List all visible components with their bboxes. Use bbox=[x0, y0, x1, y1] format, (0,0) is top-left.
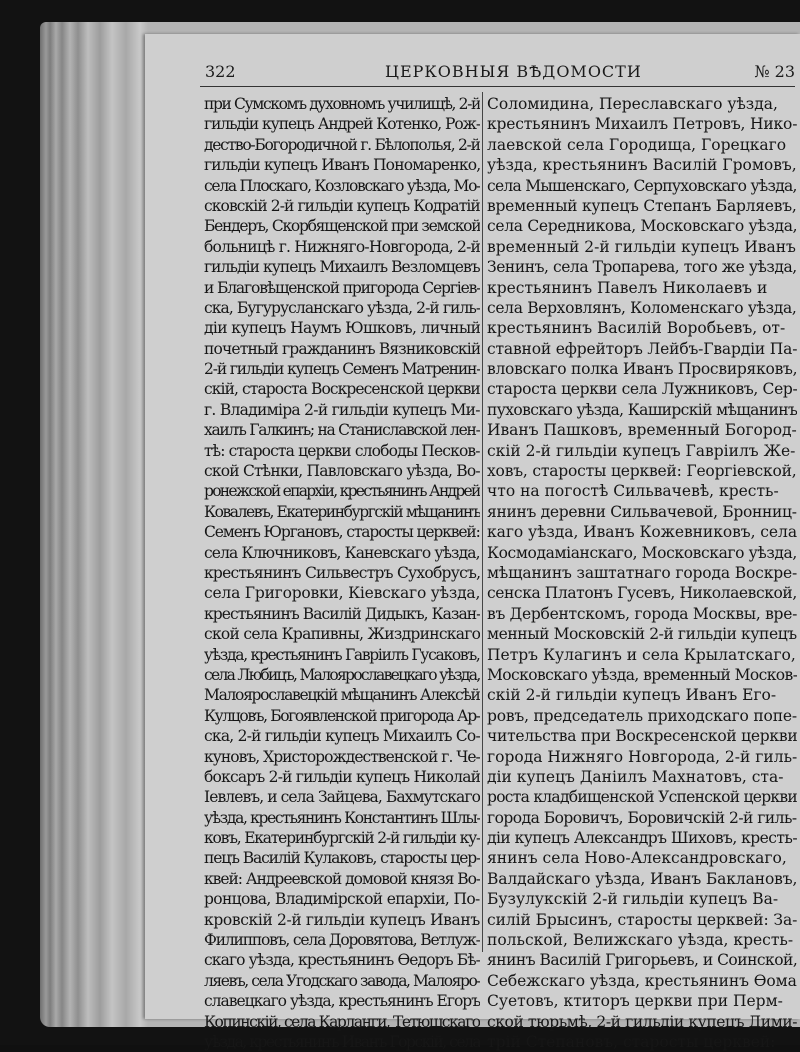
text-line: 2-й гильдіи купецъ Семенъ Матренин- bbox=[204, 360, 480, 379]
text-line: куновъ, Христорождественской г. Че- bbox=[204, 747, 480, 766]
text-line: гильдіи купецъ Андрей Котенко, Рож- bbox=[204, 115, 480, 134]
text-line: Малоярославецкій мѣщанинъ Алексѣй bbox=[204, 686, 480, 705]
text-line: Соломидина, Переславскаго уѣзда, bbox=[487, 95, 778, 113]
header-rule bbox=[200, 86, 795, 87]
text-line: скій 2-й гильдіи купецъ Гавріилъ Же- bbox=[487, 441, 796, 460]
text-line: Ковалевъ, Екатеринбургскій мѣщанинъ bbox=[204, 502, 480, 521]
text-line: славецкаго уѣзда, крестьянинъ Егоръ bbox=[204, 992, 480, 1011]
text-line: крестьянинъ Михаилъ Петровъ, Нико- bbox=[487, 115, 797, 134]
text-line: квей: Андреевской домовой князя Во- bbox=[204, 869, 480, 888]
page-number: 322 bbox=[205, 62, 236, 81]
text-line: сенска Платонъ Гусевъ, Николаевской, bbox=[487, 584, 797, 603]
text-line: больницѣ г. Нижняго-Новгорода, 2-й bbox=[204, 237, 480, 256]
text-line: почетный гражданинъ Вязниковскій bbox=[204, 339, 480, 358]
text-line: скій, староста Воскресенской церкви bbox=[204, 380, 480, 399]
text-line: менный Московскій 2-й гильдіи купецъ bbox=[487, 625, 797, 644]
text-line: боксаръ 2-й гильдіи купецъ Николай bbox=[204, 767, 480, 786]
text-line: ской Стѣнки, Павловскаго уѣзда, Во- bbox=[204, 462, 480, 481]
text-line: Копинскій, села Карланги, Тетюшскаго bbox=[204, 1012, 480, 1031]
text-line: ховъ, старосты церквей: Георгіевской, bbox=[487, 462, 797, 481]
text-line: ска, 2-й гильдіи купецъ Михаилъ Со- bbox=[204, 727, 480, 746]
text-line: янинъ села Ново-Александровскаго, bbox=[487, 849, 787, 868]
text-line: каго уѣзда, Иванъ Кожевниковъ, села bbox=[487, 523, 797, 542]
text-line: Семенъ Юргановъ, старосты церквей: bbox=[204, 523, 480, 542]
text-line: трій Степановъ, старосты церквей: bbox=[487, 1032, 776, 1051]
text-line: Филипповъ, села Доровятова, Ветлуж- bbox=[204, 931, 480, 950]
right-text-column bbox=[487, 94, 797, 1052]
text-line: мѣщанинъ заштатнаго города Воскре- bbox=[487, 563, 797, 582]
text-line: лаевской села Городища, Горецкаго bbox=[487, 135, 787, 154]
text-line: діи купецъ Наумъ Юшковъ, личный bbox=[204, 319, 480, 338]
text-line: Космодаміанскаго, Московскаго уѣзда, bbox=[487, 543, 797, 562]
text-line: Кулцовъ, Богоявленской пригорода Ар- bbox=[204, 706, 480, 725]
text-line: тѣ: староста церкви слободы Песков- bbox=[204, 441, 480, 460]
text-line: гильдіи купецъ Михаилъ Везломцевъ bbox=[204, 258, 480, 277]
column-divider bbox=[482, 92, 483, 952]
text-line: янинъ деревни Сильвачевой, Бронниц- bbox=[487, 502, 797, 521]
text-line: чительства при Воскресенской церкви bbox=[487, 727, 797, 746]
text-line: уѣзда, крестьянинъ Иванъ Горскій, села bbox=[204, 1032, 480, 1051]
text-line: крестьянинъ Павелъ Николаевъ и bbox=[487, 278, 768, 297]
running-title: ЦЕРКОВНЫЯ ВѢДОМОСТИ bbox=[385, 62, 642, 81]
text-line: Суетовъ, ктиторъ церкви при Перм- bbox=[487, 992, 783, 1011]
text-line: села Григоровки, Кіевскаго уѣзда, bbox=[204, 584, 480, 603]
text-line: пецъ Василій Кулаковъ, старосты цер- bbox=[204, 849, 480, 868]
text-line: города Боровичъ, Боровичскій 2-й гиль- bbox=[487, 808, 797, 827]
text-line: села Верховлянъ, Коломенскаго уѣзда, bbox=[487, 298, 797, 317]
text-line: г. Владиміра 2-й гильдіи купецъ Ми- bbox=[204, 400, 480, 419]
text-line: временный купецъ Степанъ Барляевъ, bbox=[487, 196, 797, 215]
issue-number: № 23 bbox=[754, 62, 795, 81]
text-line: и Благовѣщенской пригорода Сергіев- bbox=[204, 278, 480, 297]
text-line: силій Брысинъ, старосты церквей: За- bbox=[487, 910, 797, 929]
page-header bbox=[205, 58, 795, 84]
text-line: села Любицъ, Малоярославецкаго уѣзда, bbox=[204, 665, 480, 684]
text-line: польской, Велижскаго уѣзда, кресть- bbox=[487, 931, 794, 950]
text-line: города Нижняго Новгорода, 2-й гиль- bbox=[487, 747, 797, 766]
text-line: при Сумскомъ духовномъ училищѣ, 2-й bbox=[204, 95, 480, 113]
text-line: села Мышенскаго, Серпуховскаго уѣзда, bbox=[487, 176, 797, 195]
text-line: ляевъ, села Угодскаго завода, Малояро- bbox=[204, 971, 480, 990]
text-line: крестьянинъ Сильвестръ Сухобрусъ, bbox=[204, 563, 480, 582]
text-line: села Плоскаго, Козловскаго уѣзда, Мо- bbox=[204, 176, 480, 195]
text-line: ской тюрьмѣ, 2-й гильдіи купецъ Дими- bbox=[487, 1012, 797, 1031]
text-line: временный 2-й гильдіи купецъ Иванъ bbox=[487, 237, 796, 256]
text-line: ска, Бугурусланскаго уѣзда, 2-й гиль- bbox=[204, 298, 480, 317]
text-line: Московскаго уѣзда, временный Москов- bbox=[487, 665, 797, 684]
text-line: сковскій 2-й гильдіи купецъ Кодратій bbox=[204, 196, 480, 215]
text-line: что на погостѣ Сильвачевѣ, кресть- bbox=[487, 482, 779, 501]
text-line: Бузулукскій 2-й гильдіи купецъ Ва- bbox=[487, 890, 779, 909]
text-line: Себежскаго уѣзда, крестьянинъ Ѳома bbox=[487, 971, 797, 990]
text-line: Бендеръ, Скорбященской при земской bbox=[204, 217, 480, 236]
text-line: Іевлевъ, и села Зайцева, Бахмутскаго bbox=[204, 788, 480, 807]
text-line: ронежской епархіи, крестьянинъ Андрей bbox=[204, 482, 480, 501]
text-line: янинъ Василій Григорьевъ, и Соинской, bbox=[487, 951, 797, 970]
text-line: кровскій 2-й гильдіи купецъ Иванъ bbox=[204, 910, 480, 929]
text-line: ронцова, Владимірской епархіи, По- bbox=[204, 890, 480, 909]
text-line: хаилъ Галкинъ; на Станиславской лен- bbox=[204, 421, 480, 440]
text-line: крестьянинъ Василій Воробьевъ, от- bbox=[487, 319, 786, 338]
text-line: роста кладбищенской Успенской церкви bbox=[487, 788, 797, 807]
text-line: діи купецъ Даніилъ Махнатовъ, ста- bbox=[487, 767, 784, 786]
text-line: гильдіи купецъ Иванъ Пономаренко, bbox=[204, 156, 480, 175]
text-line: ской села Крапивны, Жиздринскаго bbox=[204, 625, 480, 644]
text-line: уѣзда, крестьянинъ Константинъ Шлы- bbox=[204, 808, 480, 827]
text-line: пуховскаго уѣзда, Каширскій мѣщанинъ bbox=[487, 400, 797, 419]
text-line: скаго уѣзда, крестьянинъ Ѳедоръ Бѣ- bbox=[204, 951, 480, 970]
text-line: Петръ Кулагинъ и села Крылатскаго, bbox=[487, 645, 796, 664]
text-line: уѣзда, крестьянинъ Василій Громовъ, bbox=[487, 156, 797, 175]
text-line: крестьянинъ Василій Дидыкъ, Казан- bbox=[204, 604, 480, 623]
text-line: вловскаго полка Иванъ Просвиряковъ, bbox=[487, 360, 797, 379]
text-line: села Ключниковъ, Каневскаго уѣзда, bbox=[204, 543, 480, 562]
text-line: ковъ, Екатеринбургскій 2-й гильдіи ку- bbox=[204, 829, 480, 848]
text-line: староста церкви села Лужниковъ, Сер- bbox=[487, 380, 797, 399]
left-text-column bbox=[204, 94, 480, 1052]
text-line: Валдайскаго уѣзда, Иванъ Баклановъ, bbox=[487, 869, 797, 888]
text-line: уѣзда, крестьянинъ Гавріилъ Гусаковъ, bbox=[204, 645, 480, 664]
text-line: ставной ефрейторъ Лейбъ-Гвардіи Па- bbox=[487, 339, 797, 358]
text-line: Иванъ Пашковъ, временный Богород- bbox=[487, 421, 797, 440]
text-line: скій 2-й гильдіи купецъ Иванъ Его- bbox=[487, 686, 777, 705]
text-line: села Середникова, Московскаго уѣзда, bbox=[487, 217, 797, 236]
text-line: Зенинъ, села Тропарева, того же уѣзда, bbox=[487, 258, 797, 277]
text-line: дество-Богородичной г. Бѣлополья, 2-й bbox=[204, 135, 480, 154]
text-line: ровъ, председатель приходскаго попе- bbox=[487, 706, 797, 725]
text-line: діи купецъ Александръ Шиховъ, кресть- bbox=[487, 829, 797, 848]
text-line: въ Дербентскомъ, города Москвы, вре- bbox=[487, 604, 797, 623]
